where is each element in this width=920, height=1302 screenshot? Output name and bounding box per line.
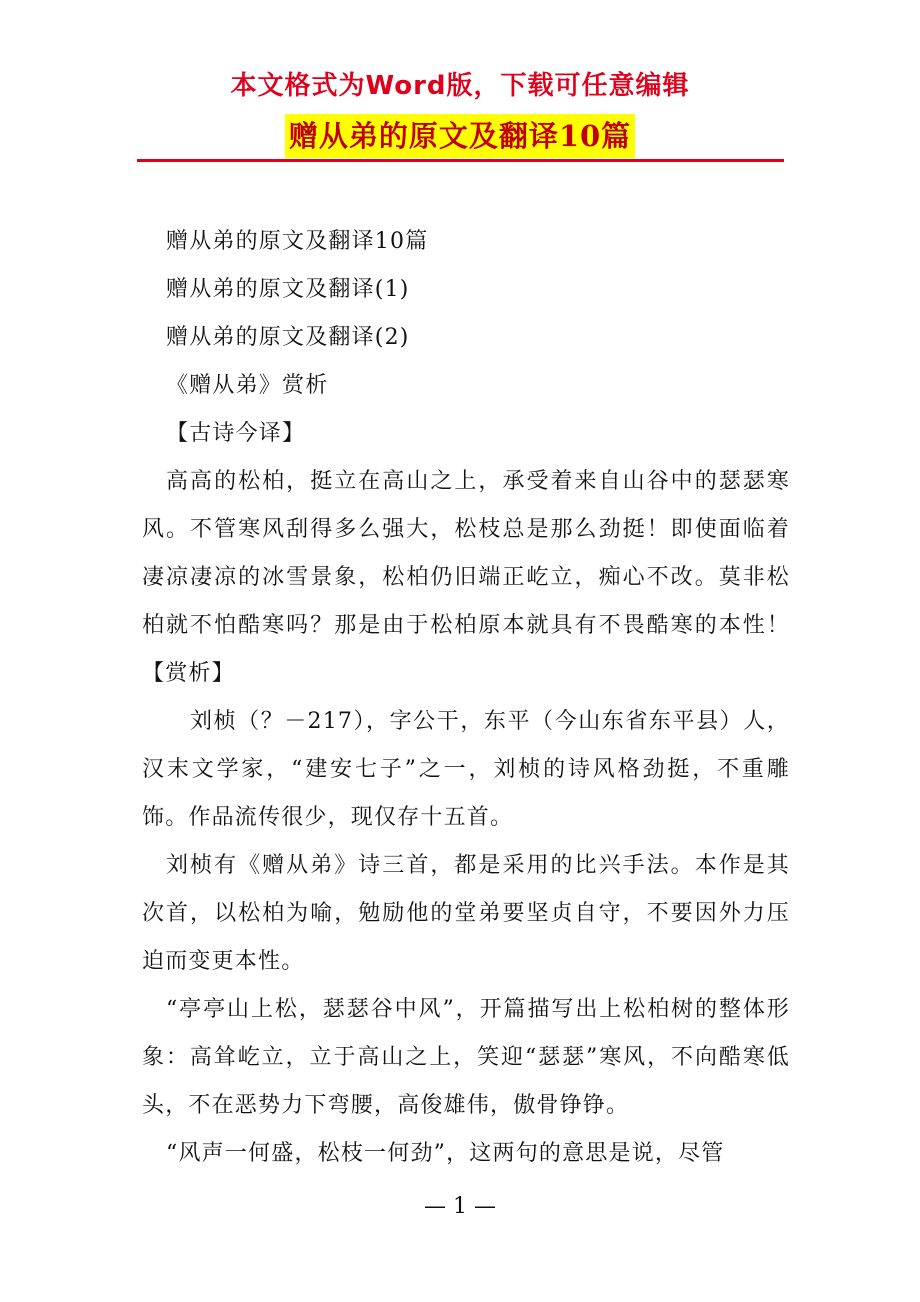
toc-line: 赠从弟的原文及翻译10篇	[166, 229, 429, 254]
body-paragraph: 高高的松柏，挺立在高山之上，承受着来自山谷中的瑟瑟寒风。不管寒风刮得多么强大，松枝总是那么劲挺！即使面临着凄凉凄凉的冰雪景象，松柏仍旧端正屹立，痴心不改。莫非松柏就不怕酷寒吗？那是由于松柏原本就具有不畏酷寒的本性！ 【赏析】	[142, 469, 860, 686]
toc-line: 赠从弟的原文及翻译(2)	[166, 325, 410, 350]
body-paragraph: “风声一何盛，松枝一何劲”，这两句的意思是说，尽管	[166, 1141, 725, 1166]
toc-line: 《赠从弟》赏析	[166, 373, 329, 398]
toc-line: 赠从弟的原文及翻译(1)	[166, 277, 410, 302]
body-paragraph: “亭亭山上松，瑟瑟谷中风”，开篇描写出上松柏树的整体形象：高耸屹立，立于高山之上，笑迎“瑟瑟”寒风，不向酷寒低头，不在恶势力下弯腰，高俊雄伟，傲骨铮铮。	[142, 997, 790, 1118]
title-container	[0, 114, 920, 158]
section-heading: 【古诗今译】	[166, 421, 306, 446]
document-title: 赠从弟的原文及翻译10篇	[285, 114, 635, 158]
title-divider	[137, 159, 784, 162]
document-body	[142, 218, 860, 1178]
body-paragraph: 刘桢（？－217），字公干，东平（今山东省东平县）人，汉末文学家，“建安七子”之一，刘桢的诗风格劲挺，不重雕饰。作品流传很少，现仅存十五首。	[142, 709, 790, 830]
body-paragraph: 刘桢有《赠从弟》诗三首，都是采用的比兴手法。本作是其次首，以松柏为喻，勉励他的堂弟要坚贞自守，不要因外力压迫而变更本性。	[142, 853, 790, 974]
format-notice-banner: 本文格式为Word版，下载可任意编辑	[230, 71, 690, 101]
page-number: — 1 —	[424, 1194, 496, 1219]
